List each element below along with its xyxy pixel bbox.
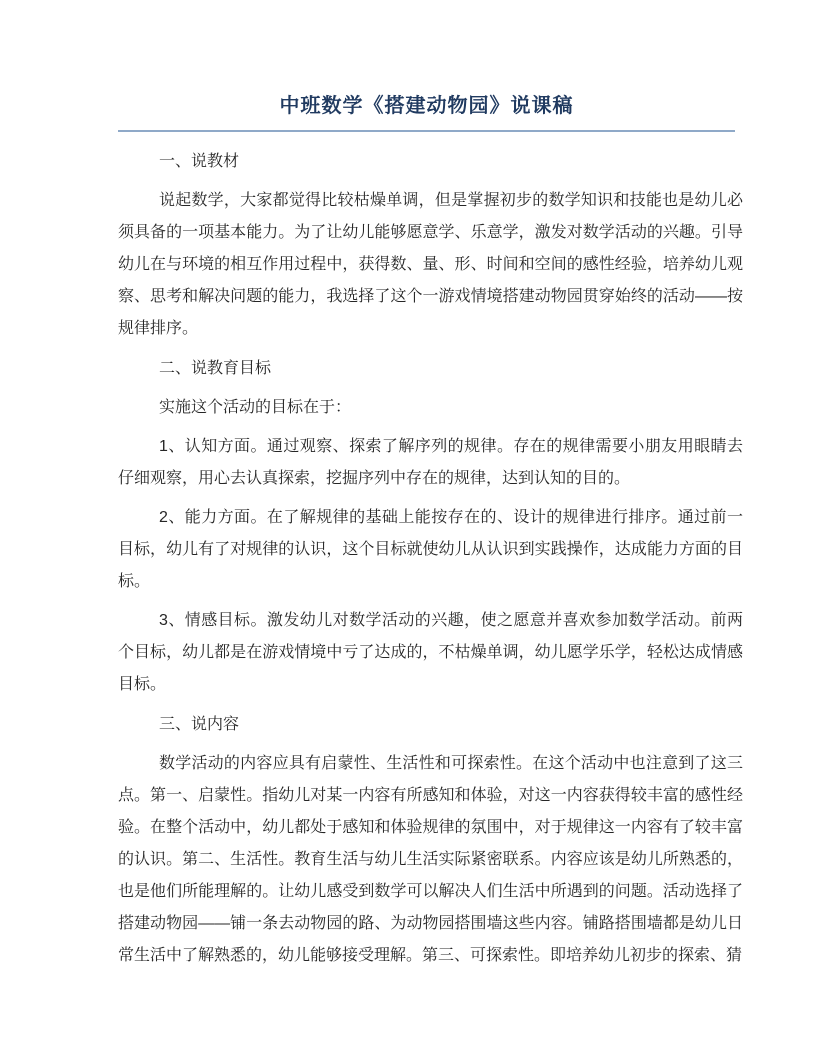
document-title: 中班数学《搭建动物园》说课稿 bbox=[279, 95, 574, 117]
title-block bbox=[118, 93, 735, 132]
section-heading-1: 一、说教材 bbox=[159, 153, 240, 170]
section-heading-3: 三、说内容 bbox=[159, 716, 240, 733]
paragraph: 3、情感目标。激发幼儿对数学活动的兴趣，使之愿意并喜欢参加数学活动。前两个目标，幼儿都是在游戏情境中亏了达成的，不枯燥单调，幼儿愿学乐学，轻松达成情感目标。 bbox=[118, 612, 743, 693]
section-heading-2: 二、说教育目标 bbox=[159, 360, 272, 377]
paragraph: 1、认知方面。通过观察、探索了解序列的规律。存在的规律需要小朋友用眼睛去仔细观察，用心去认真探索，挖掘序列中存在的规律，达到认知的目的。 bbox=[118, 438, 743, 487]
paragraph: 实施这个活动的目标在于： bbox=[159, 399, 352, 416]
paragraph: 数学活动的内容应具有启蒙性、生活性和可探索性。在这个活动中也注意到了这三点。第一、启蒙性。指幼儿对某一内容有所感知和体验，对这一内容获得较丰富的感性经验。在整个活动中，幼儿都处于感知和体验规律的氛围中，对于规律这一内容有了较丰富的认识。第二、生活性。教育生活与幼儿生活实际紧密联系。内容应该是幼儿所熟悉的，也是他们所能理解的。让幼儿感受到数学可以解决人们生活中所遇到的问题。活动选择了搭建动物园——铺一条去动物园的路、为动物园搭围墙这些内容。铺路搭围墙都是幼儿日常生活中了解熟悉的，幼儿能够接受理解。第三、可探索性。即培养幼儿初步的探索、猜 bbox=[118, 755, 743, 964]
paragraph: 说起数学，大家都觉得比较枯燥单调，但是掌握初步的数学知识和技能也是幼儿必须具备的一项基本能力。为了让幼儿能够愿意学、乐意学，激发对数学活动的兴趣。引导幼儿在与环境的相互作用过程中，获得数、量、形、时间和空间的感性经验，培养幼儿观察、思考和解决问题的能力，我选择了这个一游戏情境搭建动物园贯穿始终的活动——按规律排序。 bbox=[118, 192, 743, 337]
paragraph: 2、能力方面。在了解规律的基础上能按存在的、设计的规律进行排序。通过前一目标，幼儿有了对规律的认识，这个目标就使幼儿从认识到实践操作，达成能力方面的目标。 bbox=[118, 509, 743, 590]
